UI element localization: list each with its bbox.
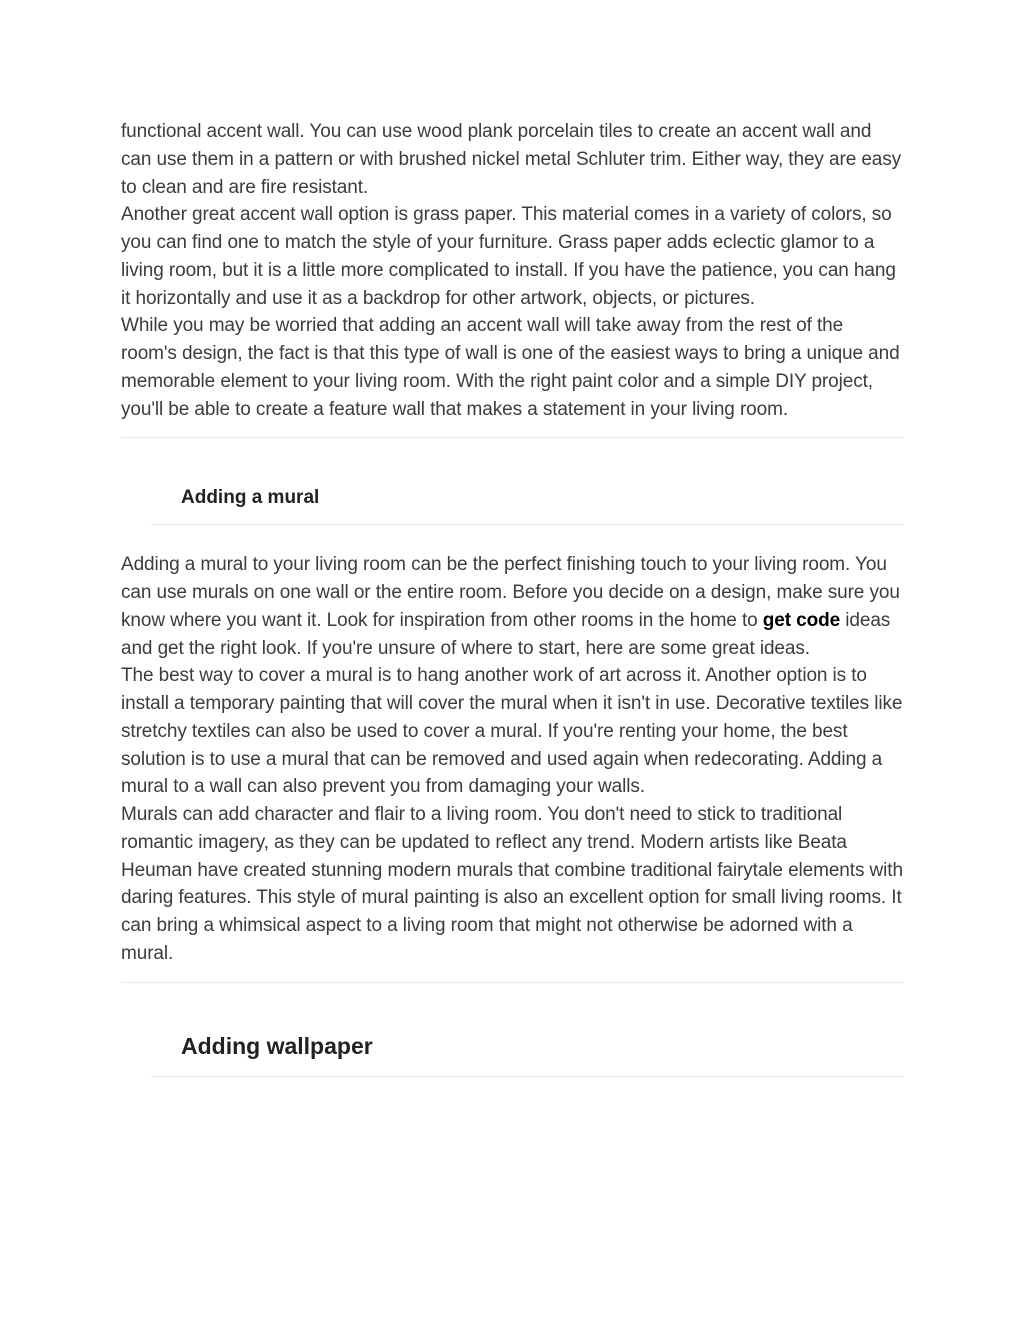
divider [121,437,904,438]
document-page [121,118,904,1077]
wallpaper-heading: Adding wallpaper [181,1032,373,1059]
mural-paragraph-1-end: ideas and get the right look. If you're unsure of where to start, here are some great ideas. [121,609,891,659]
mural-heading: Adding a mural [181,487,320,509]
heading-divider [151,524,904,525]
intro-paragraph-2: Another great accent wall option is grass paper. This material comes in a variety of colors, so you can find one to match the style of your furniture. Grass paper adds eclectic glamor to a living room, but it is a little more complicated to install. If you have the patience, you can hang it horizontally and use it as a backdrop for other artwork, objects, or pictures. [121,204,896,309]
heading-divider [151,1076,904,1077]
mural-paragraph-3: Murals can add character and flair to a living room. You don't need to stick to traditional romantic imagery, as they can be updated to reflect any trend. Modern artists like Beata Heuman have created stunning modern murals that combine traditional fairytale elements with daring features. This style of mural painting is also an excellent option for small living rooms. It can bring a whimsical aspect to a living room that might not otherwise be adorned with a mural. [121,804,903,964]
intro-paragraph-1: functional accent wall. You can use wood plank porcelain tiles to create an accent wall and can use them in a pattern or with brushed nickel metal Schluter trim. Either way, they are easy to clean and are fire resistant. [121,121,902,198]
mural-paragraph-1 [121,551,904,662]
mural-section-header [151,486,904,525]
get-code-link[interactable]: get code [762,609,841,631]
divider [121,982,904,983]
mural-paragraph-2: The best way to cover a mural is to hang another work of art across it. Another option is to install a temporary painting that will cover the mural when it isn't in use. Decorative textiles like stretchy textiles can also be used to cover a mural. If you're renting your home, the best solution is to use a mural that can be removed and used again when redecorating. Adding a mural to a wall can also prevent you from damaging your walls. [121,665,903,798]
mural-paragraph-1-start: Adding a mural to your living room can be the perfect finishing touch to your living room. You can use murals on one wall or the entire room. Before you decide on a design, make sure you know where you want it. Look for inspiration from other rooms in the home to [121,554,900,631]
intro-paragraph-3: While you may be worried that adding an accent wall will take away from the rest of the room's design, the fact is that this type of wall is one of the easiest ways to bring a unique and memorable element to your living room. With the right paint color and a simple DIY project, you'll be able to create a feature wall that makes a statement in your living room. [121,315,900,420]
wallpaper-section-header [151,1032,904,1077]
